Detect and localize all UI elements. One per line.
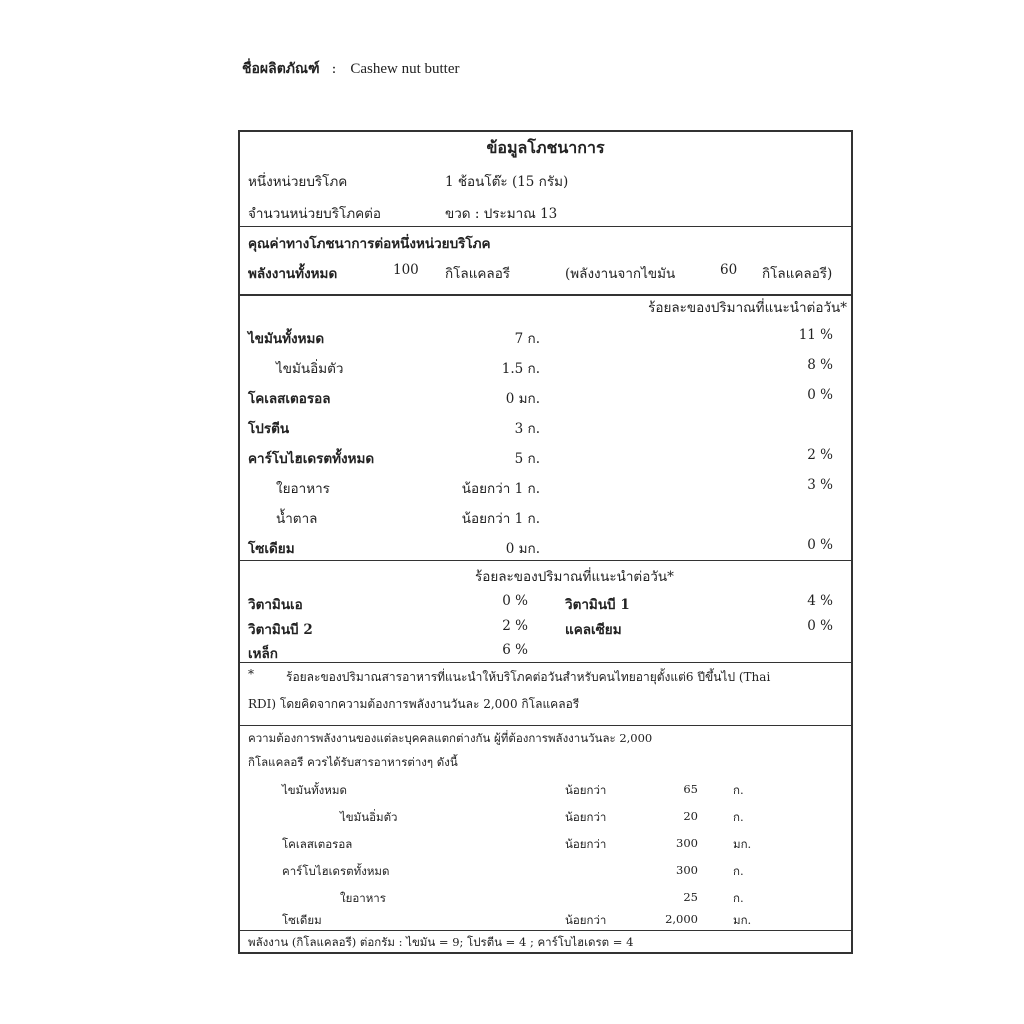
energy-fat-value: 60 bbox=[720, 262, 738, 278]
nutrient-amount: 1.5 ก. bbox=[501, 361, 540, 377]
needs-row-qual: น้อยกว่า bbox=[565, 913, 607, 927]
vitamin-dv-2: 4 % bbox=[807, 593, 833, 609]
per-serving-heading: คุณค่าทางโภชนาการต่อหนึ่งหน่วยบริโภค bbox=[248, 236, 491, 252]
footnote-line-2: RDI) โดยคิดจากความต้องการพลังงานวันละ 2,000 กิโลแคลอรี bbox=[248, 697, 580, 711]
needs-row-value: 300 bbox=[676, 863, 698, 877]
servings-per-label: จำนวนหน่วยบริโภคต่อ bbox=[248, 206, 382, 222]
needs-row-unit: มก. bbox=[733, 913, 752, 927]
divider bbox=[240, 725, 851, 726]
nutrient-dv: 2 % bbox=[807, 447, 833, 463]
needs-row-value: 65 bbox=[683, 782, 698, 796]
serving-size-label: หนึ่งหน่วยบริโภค bbox=[248, 174, 348, 190]
nutrient-amount: น้อยกว่า 1 ก. bbox=[461, 481, 540, 497]
needs-row-value: 300 bbox=[676, 836, 698, 850]
needs-row-unit: ก. bbox=[733, 864, 744, 878]
servings-per-value: ขวด : ประมาณ 13 bbox=[445, 206, 558, 222]
needs-row-unit: ก. bbox=[733, 783, 744, 797]
nutrient-dv: 11 % bbox=[798, 327, 833, 343]
energy-per-gram: พลังงาน (กิโลแคลอรี) ต่อกรัม : ไขมัน = 9; โปรตีน = 4 ; คาร์โบไฮเดรต = 4 bbox=[248, 935, 634, 949]
nutrient-dv: 3 % bbox=[807, 477, 833, 493]
product-label: ชื่อผลิตภัณฑ์ bbox=[242, 61, 320, 77]
needs-line-1: ความต้องการพลังงานของแต่ละบุคคลแตกต่างกัน ผู้ที่ต้องการพลังงานวันละ 2,000 bbox=[248, 731, 653, 745]
needs-row-value: 20 bbox=[683, 809, 698, 823]
vitamin-name: วิตามินบี 2 bbox=[248, 622, 313, 638]
panel-title: ข้อมูลโภชนาการ bbox=[486, 138, 605, 157]
energy-fat-label: (พลังงานจากไขมัน bbox=[565, 266, 676, 282]
dv-header: ร้อยละของปริมาณที่แนะนำต่อวัน* bbox=[648, 300, 847, 316]
needs-row-qual: น้อยกว่า bbox=[565, 783, 607, 797]
nutrient-name: ใยอาหาร bbox=[276, 481, 330, 497]
nutrient-amount: น้อยกว่า 1 ก. bbox=[461, 511, 540, 527]
energy-value: 100 bbox=[393, 262, 419, 278]
vitamin-dv: 2 % bbox=[502, 618, 528, 634]
vitamin-name: วิตามินเอ bbox=[248, 597, 303, 613]
nutrient-amount: 5 ก. bbox=[514, 451, 540, 467]
footnote-line-1: ร้อยละของปริมาณสารอาหารที่แนะนำให้บริโภคต่อวันสำหรับคนไทยอายุตั้งแต่6 ปีขึ้นไป (Thai bbox=[286, 670, 771, 684]
nutrient-name: น้ำตาล bbox=[276, 511, 318, 527]
nutrient-amount: 3 ก. bbox=[514, 421, 540, 437]
product-name: Cashew nut butter bbox=[350, 61, 460, 77]
divider bbox=[240, 226, 851, 227]
needs-row-qual: น้อยกว่า bbox=[565, 837, 607, 851]
vitamin-name-2: แคลเซียม bbox=[565, 622, 622, 638]
nutrient-name: โคเลสเตอรอล bbox=[248, 391, 331, 407]
nutrient-name: คาร์โบไฮเดรตทั้งหมด bbox=[248, 451, 375, 467]
energy-unit: กิโลแคลอรี bbox=[445, 266, 511, 282]
vitamins-header: ร้อยละของปริมาณที่แนะนำต่อวัน* bbox=[475, 569, 674, 585]
needs-row-unit: ก. bbox=[733, 891, 744, 905]
nutrient-amount: 7 ก. bbox=[514, 331, 540, 347]
vitamin-dv: 0 % bbox=[502, 593, 528, 609]
vitamin-dv: 6 % bbox=[502, 642, 528, 658]
serving-size-value: 1 ช้อนโต๊ะ (15 กรัม) bbox=[445, 174, 569, 190]
needs-row-name: ไขมันทั้งหมด bbox=[282, 783, 347, 797]
product-separator: : bbox=[331, 61, 337, 77]
nutrient-amount: 0 มก. bbox=[505, 391, 540, 407]
needs-row-name: โซเดียม bbox=[282, 913, 322, 927]
nutrient-dv: 8 % bbox=[807, 357, 833, 373]
needs-row-name: ไขมันอิ่มตัว bbox=[340, 810, 398, 824]
energy-label: พลังงานทั้งหมด bbox=[248, 266, 338, 282]
divider bbox=[240, 560, 851, 561]
vitamin-dv-2: 0 % bbox=[807, 618, 833, 634]
needs-row-unit: มก. bbox=[733, 837, 752, 851]
needs-row-unit: ก. bbox=[733, 810, 744, 824]
needs-row-name: โคเลสเตอรอล bbox=[282, 837, 353, 851]
needs-row-value: 2,000 bbox=[665, 912, 698, 926]
needs-line-2: กิโลแคลอรี ควรได้รับสารอาหารต่างๆ ดังนี้ bbox=[248, 755, 458, 769]
product-line bbox=[242, 58, 460, 80]
needs-row-name: คาร์โบไฮเดรตทั้งหมด bbox=[282, 864, 390, 878]
needs-row-qual: น้อยกว่า bbox=[565, 810, 607, 824]
energy-fat-unit: กิโลแคลอรี) bbox=[762, 266, 833, 282]
nutrient-dv: 0 % bbox=[807, 387, 833, 403]
vitamin-name: เหล็ก bbox=[248, 646, 278, 662]
nutrition-facts-panel bbox=[238, 130, 853, 954]
nutrient-amount: 0 มก. bbox=[505, 541, 540, 557]
nutrient-dv: 0 % bbox=[807, 537, 833, 553]
needs-row-name: ใยอาหาร bbox=[340, 891, 386, 905]
vitamin-name-2: วิตามินบี 1 bbox=[565, 597, 630, 613]
nutrient-name: โซเดียม bbox=[248, 541, 295, 557]
footnote-star: * bbox=[248, 667, 254, 681]
needs-row-value: 25 bbox=[683, 890, 698, 904]
nutrient-name: ไขมันทั้งหมด bbox=[248, 331, 325, 347]
nutrient-name: โปรตีน bbox=[248, 421, 290, 437]
divider bbox=[240, 930, 851, 931]
divider bbox=[240, 662, 851, 663]
nutrient-name: ไขมันอิ่มตัว bbox=[276, 361, 344, 377]
